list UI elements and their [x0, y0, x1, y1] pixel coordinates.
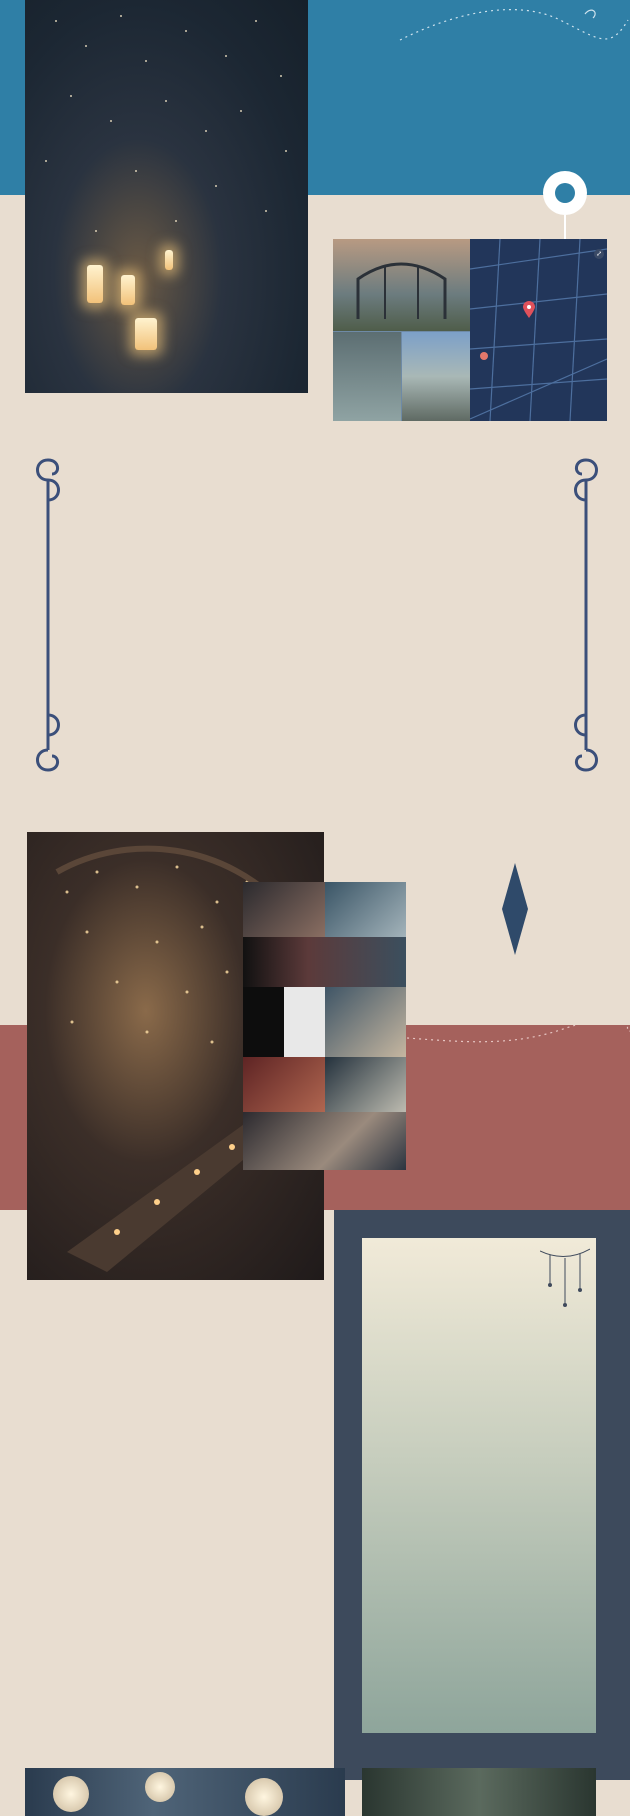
collage-mask-5	[243, 1057, 325, 1112]
collage-mask-6	[325, 1057, 406, 1112]
collage-mask-2	[325, 882, 406, 937]
collage-silhouette	[243, 987, 325, 1057]
diamond-ornament	[502, 863, 528, 955]
lanterns-photo	[25, 1768, 345, 1816]
map-marker-icon[interactable]	[522, 301, 536, 319]
venue-photos	[333, 239, 470, 421]
garden-photo	[333, 332, 401, 421]
left-scroll-ornament	[30, 450, 66, 780]
location-map[interactable]	[470, 239, 607, 421]
rock-photo	[402, 332, 470, 421]
starlit-candles-photo	[25, 0, 308, 393]
right-scroll-ornament	[568, 450, 604, 780]
collage-mask-3	[243, 937, 406, 987]
map-expand-icon[interactable]: ⤢	[594, 249, 604, 259]
masks-collage	[243, 882, 406, 1170]
hanging-lights-ornament	[540, 1243, 590, 1313]
forest-photo	[362, 1768, 596, 1816]
collage-mask-4	[325, 987, 406, 1057]
collage-mask-1	[243, 882, 325, 937]
gazebo-photo	[333, 239, 470, 331]
map-roads	[470, 239, 607, 421]
collage-mask-7	[243, 1112, 406, 1170]
bottom-photo-strip	[0, 1768, 630, 1816]
map-poi-icon	[480, 352, 488, 360]
